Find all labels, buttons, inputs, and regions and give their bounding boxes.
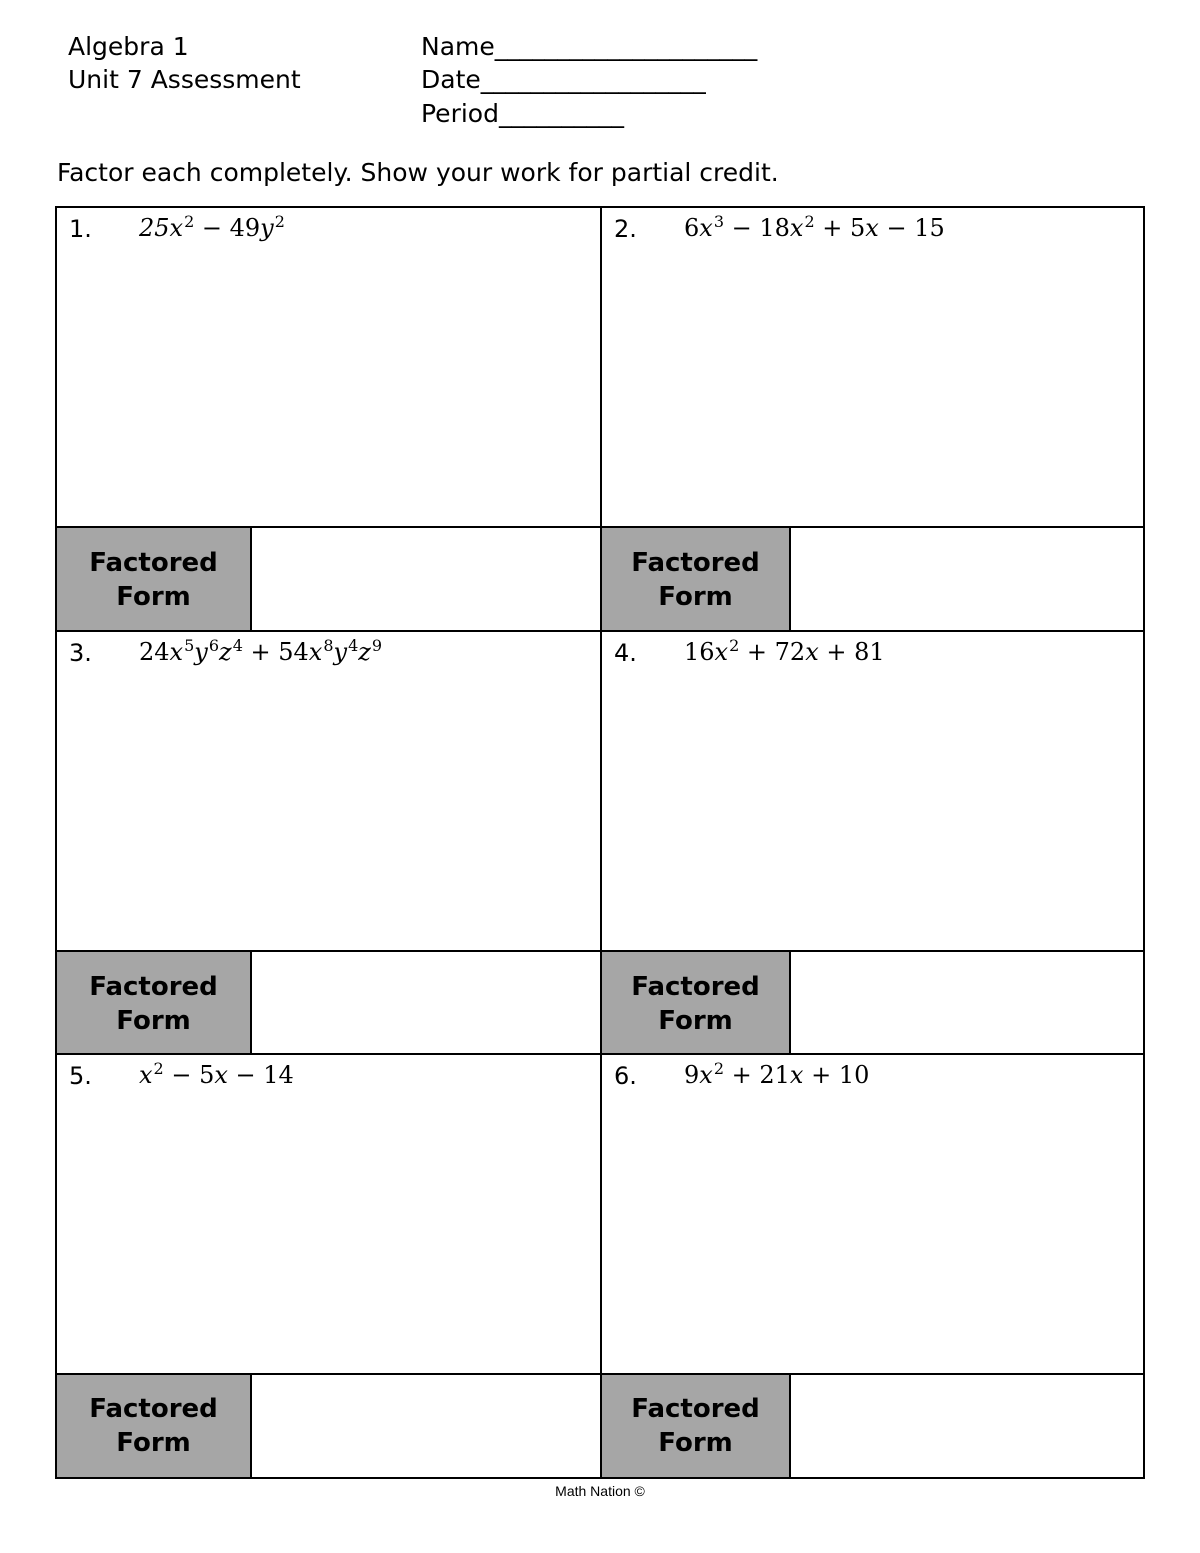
factored-form-label: Factored Form: [602, 1375, 791, 1477]
problem-expression: $25x^2 - 49y^2$: [139, 212, 285, 242]
answer-row-2: [602, 526, 1145, 632]
problem-expression: $16x^2 + 72x + 81$: [684, 636, 885, 666]
problem-cell-1: [57, 208, 600, 632]
footer-copyright: Math Nation ©: [555, 1483, 645, 1499]
grid-center-divider: [600, 208, 602, 1477]
answer-box-4[interactable]: [791, 952, 1145, 1055]
work-area-4[interactable]: [602, 632, 1145, 950]
work-area-2[interactable]: [602, 208, 1145, 526]
grid-row-divider-2: [57, 1053, 1143, 1055]
factored-form-label: Factored Form: [57, 952, 252, 1055]
problem-cell-4: [602, 632, 1145, 1055]
factored-form-label: Factored Form: [602, 528, 791, 632]
answer-box-2[interactable]: [791, 528, 1145, 632]
course-title: Algebra 1: [68, 32, 189, 61]
problem-expression: $9x^2 + 21x + 10$: [684, 1059, 870, 1089]
problem-number: 3.: [69, 639, 92, 667]
problem-number: 2.: [614, 215, 637, 243]
problem-number: 4.: [614, 639, 637, 667]
answer-row-3: [57, 950, 600, 1055]
factored-form-label: Factored Form: [602, 952, 791, 1055]
problem-expression: $x^2 - 5x - 14$: [139, 1059, 294, 1089]
problem-cell-2: [602, 208, 1145, 632]
date-field[interactable]: Date__________________: [421, 65, 706, 94]
problem-expression: $24x^5y^6z^4 + 54x^8y^4z^9$: [139, 636, 383, 666]
problem-cell-3: [57, 632, 600, 1055]
work-area-6[interactable]: [602, 1055, 1145, 1373]
work-area-1[interactable]: [57, 208, 600, 526]
answer-row-5: [57, 1373, 600, 1477]
factored-form-label: Factored Form: [57, 528, 252, 632]
answer-box-5[interactable]: [252, 1375, 600, 1477]
name-field[interactable]: Name_____________________: [421, 32, 758, 61]
problem-number: 5.: [69, 1062, 92, 1090]
answer-box-3[interactable]: [252, 952, 600, 1055]
problem-grid: [55, 206, 1145, 1479]
work-area-5[interactable]: [57, 1055, 600, 1373]
work-area-3[interactable]: [57, 632, 600, 950]
problem-number: 1.: [69, 215, 92, 243]
problem-cell-6: [602, 1055, 1145, 1477]
problem-cell-5: [57, 1055, 600, 1477]
factored-form-label: Factored Form: [57, 1375, 252, 1477]
problem-number: 6.: [614, 1062, 637, 1090]
instructions: Factor each completely. Show your work for partial credit.: [57, 158, 779, 187]
problem-expression: $6x^3 - 18x^2 + 5x - 15$: [684, 212, 945, 242]
answer-box-1[interactable]: [252, 528, 600, 632]
unit-title: Unit 7 Assessment: [68, 65, 301, 94]
answer-row-6: [602, 1373, 1145, 1477]
answer-row-1: [57, 526, 600, 632]
answer-box-6[interactable]: [791, 1375, 1145, 1477]
period-field[interactable]: Period__________: [421, 99, 624, 128]
answer-row-4: [602, 950, 1145, 1055]
grid-row-divider-1: [57, 630, 1143, 632]
